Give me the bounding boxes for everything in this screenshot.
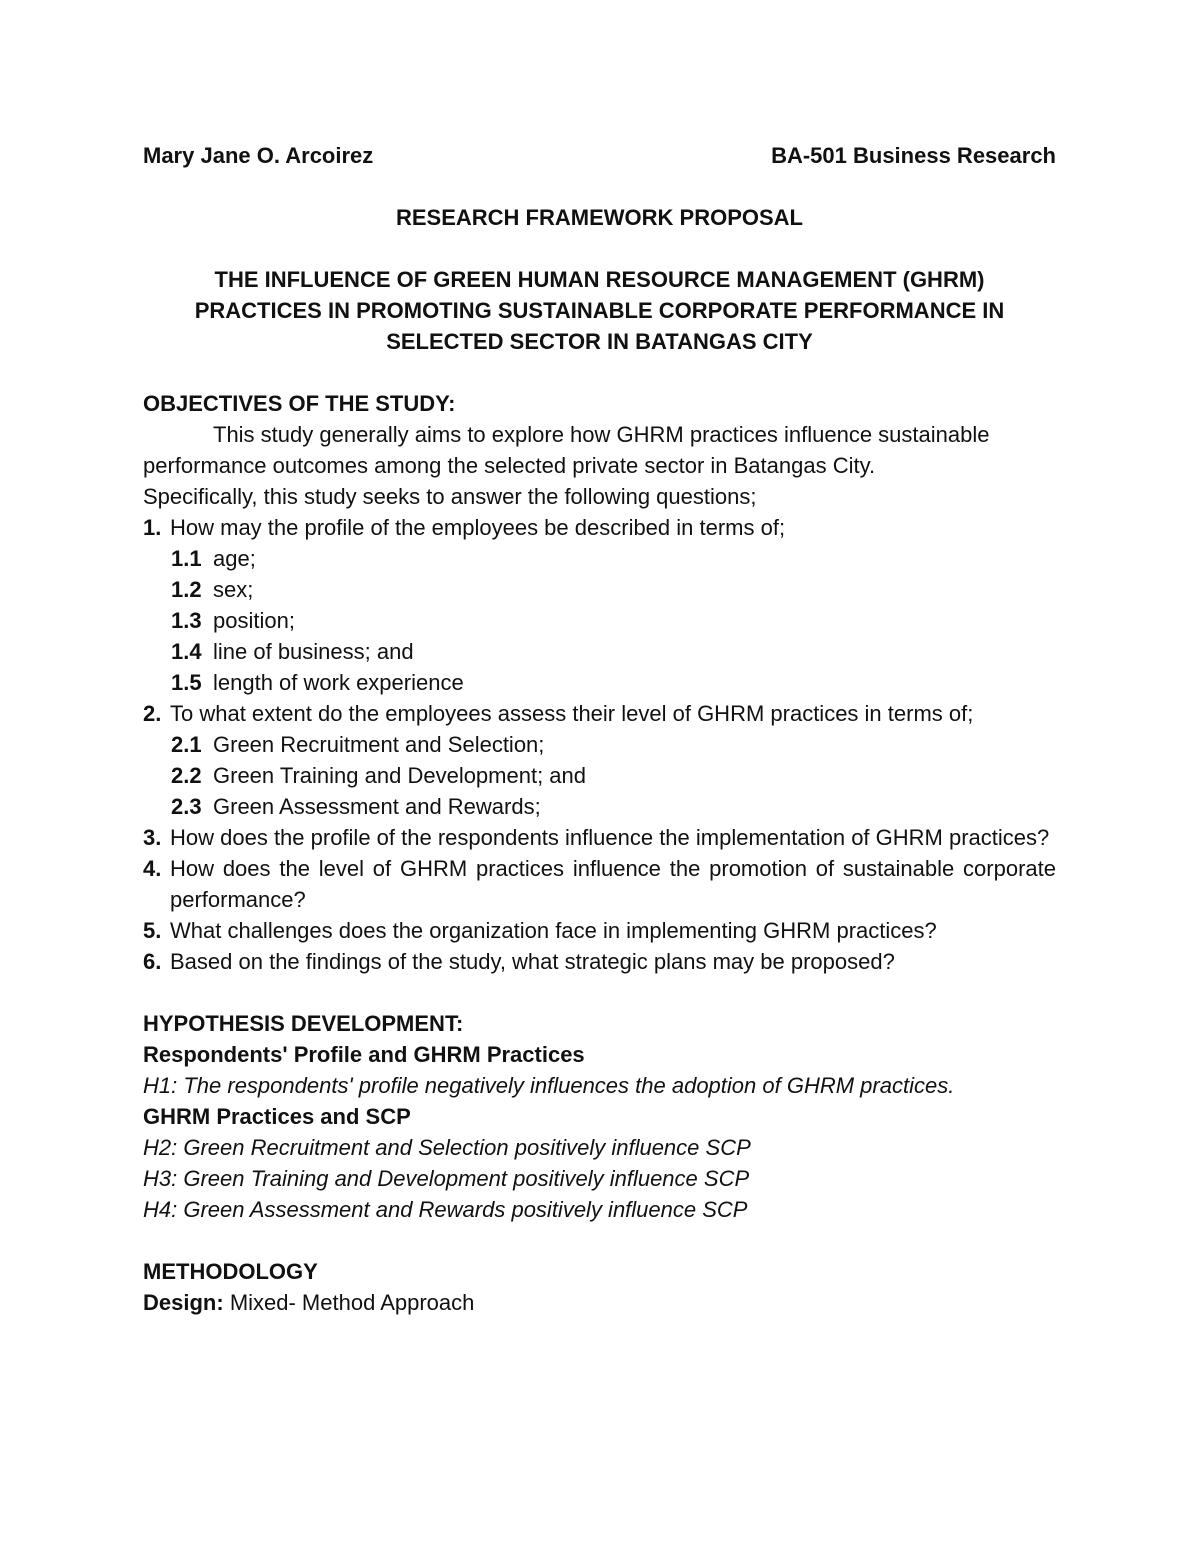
question-number: 5. — [143, 918, 162, 943]
question-item — [143, 915, 1056, 946]
sub-question-number: 2.3 — [171, 794, 202, 819]
hypothesis-group-title: Respondents' Profile and GHRM Practices — [143, 1042, 585, 1067]
questions-list — [143, 512, 1056, 977]
hypothesis-h4: H4: Green Assessment and Rewards positively influence SCP — [143, 1197, 748, 1222]
sub-question-item — [143, 543, 1056, 574]
sub-question-number: 2.2 — [171, 763, 202, 788]
sub-question-number: 2.1 — [171, 732, 202, 757]
sub-question-number: 1.3 — [171, 608, 202, 633]
question-item — [143, 853, 1056, 915]
title-line: THE INFLUENCE OF GREEN HUMAN RESOURCE MANAGEMENT (GHRM) — [214, 267, 985, 292]
sub-question-item — [143, 605, 1056, 636]
question-text: What challenges does the organization face in implementing GHRM practices? — [170, 918, 937, 943]
sub-question-number: 1.1 — [171, 546, 202, 571]
objectives-lead: Specifically, this study seeks to answer the following questions; — [143, 484, 757, 509]
question-text: How does the level of GHRM practices influence the promotion of sustainable corporate performance? — [170, 856, 1056, 912]
sub-question-item — [143, 729, 1056, 760]
title-line: PRACTICES IN PROMOTING SUSTAINABLE CORPORATE PERFORMANCE IN — [194, 298, 1005, 323]
document-content — [143, 140, 1056, 1318]
question-item — [143, 698, 1056, 729]
sub-question-item — [143, 667, 1056, 698]
document-header — [143, 140, 1056, 171]
question-number: 6. — [143, 949, 162, 974]
hypothesis-heading: HYPOTHESIS DEVELOPMENT: — [143, 1011, 464, 1036]
sub-question-text: position; — [213, 608, 295, 633]
hypothesis-h3: H3: Green Training and Development positively influence SCP — [143, 1166, 750, 1191]
sub-question-number: 1.2 — [171, 577, 202, 602]
sub-question-number: 1.4 — [171, 639, 202, 664]
hypothesis-h2: H2: Green Recruitment and Selection positively influence SCP — [143, 1135, 751, 1160]
question-item — [143, 822, 1056, 853]
hypothesis-h1: H1: The respondents' profile negatively influences the adoption of GHRM practices. — [143, 1073, 955, 1098]
sub-question-number: 1.5 — [171, 670, 202, 695]
question-text: How does the profile of the respondents influence the implementation of GHRM practices? — [170, 825, 1050, 850]
objectives-heading: OBJECTIVES OF THE STUDY: — [143, 391, 456, 416]
question-item — [143, 512, 1056, 543]
sub-question-text: Green Recruitment and Selection; — [213, 732, 545, 757]
sub-question-text: Green Training and Development; and — [213, 763, 587, 788]
design-label: Design: — [143, 1290, 224, 1315]
document-type: RESEARCH FRAMEWORK PROPOSAL — [395, 205, 803, 230]
design-value: Mixed- Method Approach — [229, 1290, 475, 1315]
question-text: Based on the findings of the study, what strategic plans may be proposed? — [170, 949, 895, 974]
question-text: To what extent do the employees assess their level of GHRM practices in terms of; — [170, 701, 974, 726]
sub-question-text: length of work experience — [213, 670, 464, 695]
research-title — [143, 264, 1056, 357]
sub-question-text: sex; — [213, 577, 254, 602]
methodology-design — [143, 1287, 1056, 1318]
sub-question-text: age; — [213, 546, 256, 571]
objectives-intro: This study generally aims to explore how GHRM practices influence sustainable performance outcomes among the selected private sector in Batangas City. — [143, 422, 990, 478]
sub-question-text: Green Assessment and Rewards; — [213, 794, 541, 819]
author-name: Mary Jane O. Arcoirez — [143, 143, 374, 168]
course-code: BA-501 Business Research — [771, 143, 1056, 168]
sub-question-item — [143, 760, 1056, 791]
question-number: 4. — [143, 856, 162, 881]
sub-question-item — [143, 574, 1056, 605]
hypothesis-group-title: GHRM Practices and SCP — [143, 1104, 411, 1129]
methodology-heading: METHODOLOGY — [143, 1259, 318, 1284]
title-line: SELECTED SECTOR IN BATANGAS CITY — [386, 329, 813, 354]
question-text: How may the profile of the employees be described in terms of; — [170, 515, 786, 540]
question-item — [143, 946, 1056, 977]
question-number: 2. — [143, 701, 162, 726]
sub-question-item — [143, 636, 1056, 667]
question-number: 1. — [143, 515, 162, 540]
question-number: 3. — [143, 825, 162, 850]
sub-question-item — [143, 791, 1056, 822]
sub-question-text: line of business; and — [213, 639, 414, 664]
